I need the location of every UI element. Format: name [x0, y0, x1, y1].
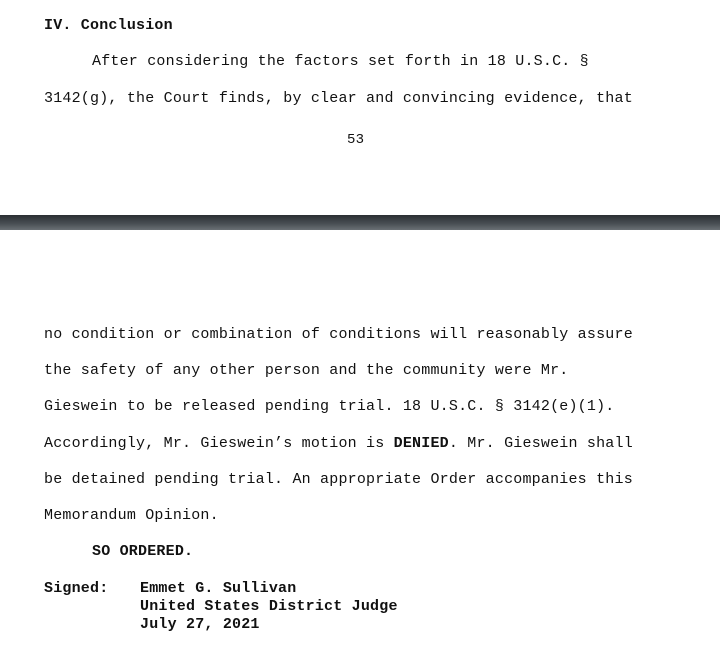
- so-ordered: SO ORDERED.: [92, 543, 194, 560]
- section-heading: IV. Conclusion: [44, 17, 173, 34]
- paragraph-line: no condition or combination of conditions will reasonably assure: [44, 326, 633, 343]
- signer-name: Emmet G. Sullivan: [140, 580, 297, 597]
- page-number: 53: [347, 132, 365, 148]
- line-text: . Mr. Gieswein shall: [448, 435, 633, 452]
- page-separator: [0, 215, 720, 230]
- denied-emphasis: DENIED: [393, 435, 449, 452]
- signer-title: United States District Judge: [140, 598, 398, 615]
- paragraph-line: Gieswein to be released pending trial. 18 U.S.C. § 3142(e)(1).: [44, 398, 615, 415]
- paragraph-line: the safety of any other person and the community were Mr.: [44, 362, 569, 379]
- paragraph-line: After considering the factors set forth in 18 U.S.C. §: [92, 53, 589, 70]
- signature-label: Signed:: [44, 580, 109, 597]
- paragraph-line: [44, 435, 633, 453]
- paragraph-line: Memorandum Opinion.: [44, 507, 219, 524]
- paragraph-line: be detained pending trial. An appropriate Order accompanies this: [44, 471, 633, 488]
- paragraph-line: 3142(g), the Court finds, by clear and convincing evidence, that: [44, 90, 633, 107]
- document-page-top: [0, 0, 720, 215]
- signature-date: July 27, 2021: [140, 616, 260, 633]
- line-text: Accordingly, Mr. Gieswein’s motion is: [44, 435, 394, 452]
